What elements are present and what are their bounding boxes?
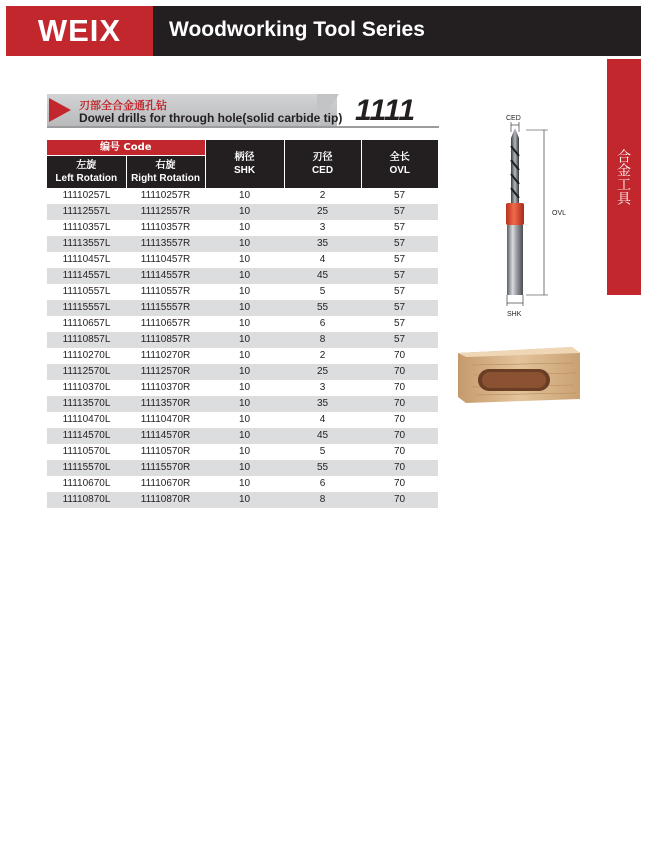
drill-collar <box>506 203 524 225</box>
ovl-header: 全长 OVL <box>361 140 438 188</box>
cell-left: 11115557L <box>47 300 126 316</box>
drill-illustration <box>490 108 600 323</box>
cell-shk: 10 <box>205 300 284 316</box>
cell-right: 11110670R <box>126 476 205 492</box>
cell-left: 11110470L <box>47 412 126 428</box>
header-title: Woodworking Tool Series <box>169 18 425 41</box>
cell-ced: 25 <box>284 204 361 220</box>
cell-right: 11110257R <box>126 188 205 204</box>
cell-ovl: 70 <box>361 412 438 428</box>
cell-right: 11113557R <box>126 236 205 252</box>
cell-ovl: 57 <box>361 316 438 332</box>
cell-ovl: 70 <box>361 476 438 492</box>
cell-left: 11110370L <box>47 380 126 396</box>
table-row <box>47 412 438 428</box>
cell-shk: 10 <box>205 476 284 492</box>
cell-ovl: 57 <box>361 236 438 252</box>
cell-left: 11110657L <box>47 316 126 332</box>
cell-ced: 2 <box>284 188 361 204</box>
cell-right: 11113570R <box>126 396 205 412</box>
cell-left: 11113557L <box>47 236 126 252</box>
wood-board-illustration <box>452 345 582 405</box>
cell-ced: 35 <box>284 236 361 252</box>
cell-ovl: 70 <box>361 396 438 412</box>
cell-ovl: 57 <box>361 300 438 316</box>
cell-ced: 5 <box>284 284 361 300</box>
side-category-tab <box>607 59 641 295</box>
cell-ced: 6 <box>284 316 361 332</box>
cell-shk: 10 <box>205 492 284 508</box>
cell-right: 11115570R <box>126 460 205 476</box>
cell-ovl: 57 <box>361 332 438 348</box>
cell-shk: 10 <box>205 412 284 428</box>
cell-ovl: 57 <box>361 188 438 204</box>
cell-ovl: 70 <box>361 428 438 444</box>
cell-shk: 10 <box>205 364 284 380</box>
table-row <box>47 396 438 412</box>
cell-shk: 10 <box>205 236 284 252</box>
cell-left: 11110670L <box>47 476 126 492</box>
table-row <box>47 492 438 508</box>
cell-shk: 10 <box>205 284 284 300</box>
cell-right: 11110657R <box>126 316 205 332</box>
table-row <box>47 252 438 268</box>
cell-ovl: 57 <box>361 204 438 220</box>
cell-ovl: 70 <box>361 492 438 508</box>
table-row <box>47 380 438 396</box>
cell-ced: 45 <box>284 268 361 284</box>
cell-right: 11112570R <box>126 364 205 380</box>
cell-left: 11112570L <box>47 364 126 380</box>
cell-left: 11110270L <box>47 348 126 364</box>
table-row <box>47 364 438 380</box>
cell-ced: 6 <box>284 476 361 492</box>
cell-shk: 10 <box>205 380 284 396</box>
cell-shk: 10 <box>205 204 284 220</box>
cell-ced: 8 <box>284 492 361 508</box>
cell-ovl: 57 <box>361 284 438 300</box>
table-row <box>47 220 438 236</box>
table-row <box>47 316 438 332</box>
table-row <box>47 476 438 492</box>
table-row <box>47 460 438 476</box>
cell-shk: 10 <box>205 460 284 476</box>
cell-left: 11112557L <box>47 204 126 220</box>
cell-shk: 10 <box>205 348 284 364</box>
cell-ced: 4 <box>284 252 361 268</box>
brand-logo <box>6 6 153 56</box>
shk-label: SHK <box>507 311 522 318</box>
cell-ced: 2 <box>284 348 361 364</box>
cell-left: 11110357L <box>47 220 126 236</box>
cell-ovl: 57 <box>361 220 438 236</box>
cell-left: 11110457L <box>47 252 126 268</box>
side-tab-label: 合金工具 <box>615 149 631 205</box>
board-hole-inner <box>482 372 546 388</box>
table-row <box>47 284 438 300</box>
cell-right: 11114570R <box>126 428 205 444</box>
cell-shk: 10 <box>205 332 284 348</box>
right-rotation-header: 右旋 Right Rotation <box>126 156 205 189</box>
table-row <box>47 268 438 284</box>
spec-table <box>47 140 438 508</box>
cell-ovl: 70 <box>361 348 438 364</box>
table-row <box>47 236 438 252</box>
table-body <box>47 188 438 508</box>
cell-left: 11113570L <box>47 396 126 412</box>
cell-left: 11110870L <box>47 492 126 508</box>
section-title-en: Dowel drills for through hole(solid carbide tip) <box>79 111 343 125</box>
table-row <box>47 332 438 348</box>
left-rotation-header: 左旋 Left Rotation <box>47 156 126 189</box>
cell-left: 11114557L <box>47 268 126 284</box>
cell-right: 11110370R <box>126 380 205 396</box>
section-title-cn: 刃部全合金通孔钻 <box>79 99 167 112</box>
shk-header: 柄径 SHK <box>205 140 284 188</box>
cell-right: 11110857R <box>126 332 205 348</box>
table-row <box>47 428 438 444</box>
table-row <box>47 348 438 364</box>
page-header <box>6 6 641 56</box>
cell-right: 11110270R <box>126 348 205 364</box>
table-row <box>47 444 438 460</box>
cell-ced: 55 <box>284 300 361 316</box>
cell-ced: 35 <box>284 396 361 412</box>
cell-ovl: 57 <box>361 268 438 284</box>
ovl-label: OVL <box>552 210 567 217</box>
cell-left: 11110857L <box>47 332 126 348</box>
cell-right: 11110470R <box>126 412 205 428</box>
cell-shk: 10 <box>205 428 284 444</box>
cell-ovl: 70 <box>361 364 438 380</box>
cell-left: 11114570L <box>47 428 126 444</box>
cell-ced: 3 <box>284 380 361 396</box>
ced-label: CED <box>506 115 521 122</box>
cell-right: 11110557R <box>126 284 205 300</box>
cell-left: 11110257L <box>47 188 126 204</box>
cell-shk: 10 <box>205 316 284 332</box>
brand-logo-text: WEIX <box>37 13 122 48</box>
cell-shk: 10 <box>205 396 284 412</box>
cell-right: 11110870R <box>126 492 205 508</box>
drill-shank <box>507 225 523 295</box>
arrow-right-icon <box>49 98 71 122</box>
cell-right: 11115557R <box>126 300 205 316</box>
cell-shk: 10 <box>205 268 284 284</box>
cell-ced: 25 <box>284 364 361 380</box>
table-row <box>47 188 438 204</box>
cell-shk: 10 <box>205 188 284 204</box>
cell-left: 11110570L <box>47 444 126 460</box>
code-header: 编号 Code <box>47 140 205 156</box>
cell-shk: 10 <box>205 444 284 460</box>
cell-right: 11110457R <box>126 252 205 268</box>
cell-right: 11112557R <box>126 204 205 220</box>
cell-ovl: 70 <box>361 460 438 476</box>
cell-ced: 3 <box>284 220 361 236</box>
cell-left: 11110557L <box>47 284 126 300</box>
series-code: 1111 <box>355 94 416 127</box>
cell-ovl: 70 <box>361 380 438 396</box>
table-row <box>47 204 438 220</box>
cell-ced: 55 <box>284 460 361 476</box>
cell-ovl: 70 <box>361 444 438 460</box>
section-header <box>47 94 439 128</box>
cell-left: 11115570L <box>47 460 126 476</box>
cell-ced: 45 <box>284 428 361 444</box>
cell-right: 11114557R <box>126 268 205 284</box>
cell-right: 11110570R <box>126 444 205 460</box>
cell-ced: 8 <box>284 332 361 348</box>
table-row <box>47 300 438 316</box>
cell-ced: 4 <box>284 412 361 428</box>
ced-header: 刃径 CED <box>284 140 361 188</box>
cell-shk: 10 <box>205 220 284 236</box>
cell-shk: 10 <box>205 252 284 268</box>
cell-ced: 5 <box>284 444 361 460</box>
cell-right: 11110357R <box>126 220 205 236</box>
cell-ovl: 57 <box>361 252 438 268</box>
